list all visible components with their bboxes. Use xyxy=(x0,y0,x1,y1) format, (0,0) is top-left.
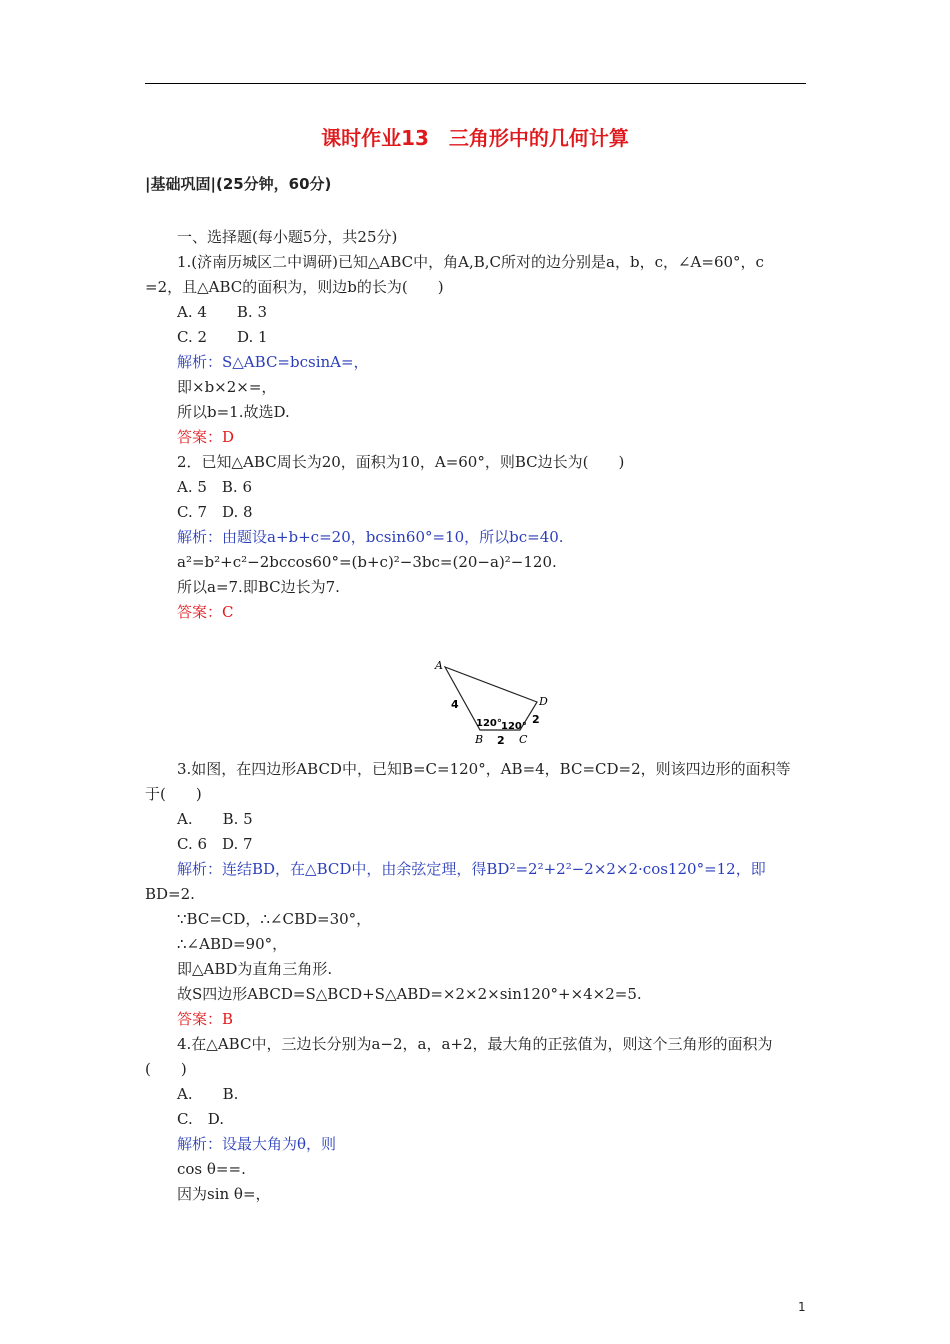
answer-line: 答案：B xyxy=(177,1010,234,1028)
text-line: 1.(济南历城区二中调研)已知△ABC中，角A,B,C所对的边分别是a，b，c，∠A=60°，c xyxy=(177,253,764,271)
text-line: 因为sin θ=， xyxy=(177,1185,271,1203)
text-line: C. D. xyxy=(177,1110,224,1128)
text-line: 即△ABD为直角三角形. xyxy=(177,960,333,978)
text-line: 解析：S△ABC=bcsinA=， xyxy=(177,353,369,371)
header-rule xyxy=(145,83,806,84)
text-line: 故S四边形ABCD=S△BCD+S△ABD=×2×2×sin120°+×4×2=5. xyxy=(177,985,642,1003)
text-line: ∵BC=CD，∴∠CBD=30°， xyxy=(177,910,372,928)
text-line: 所以a=7.即BC边长为7. xyxy=(177,578,340,596)
text-line: 2．已知△ABC周长为20，面积为10，A=60°，则BC边长为( ) xyxy=(177,453,625,471)
text-line: ∴∠ABD=90°， xyxy=(177,935,288,953)
text-line: 解析：由题设a+b+c=20，bcsin60°=10，所以bc=40. xyxy=(177,528,564,546)
text-line: 3.如图，在四边形ABCD中，已知B=C=120°，AB=4，BC=CD=2，则该四边形的面积等 xyxy=(177,760,791,778)
side-label: 4 xyxy=(451,698,459,711)
angle-label: 120° xyxy=(476,718,502,729)
text-line: A. 5 B. 6 xyxy=(177,478,253,496)
text-line: 一、选择题(每小题5分，共25分) xyxy=(177,228,398,246)
side-label: 2 xyxy=(497,734,505,747)
angle-label: 120° xyxy=(501,721,527,732)
text-line: 所以b=1.故选D. xyxy=(177,403,290,421)
text-line: 解析：设最大角为θ，则 xyxy=(177,1135,337,1153)
vertex-label: A xyxy=(435,659,443,672)
text-line: C. 6 D. 7 xyxy=(177,835,253,853)
section-heading: |基础巩固|(25分钟，60分) xyxy=(145,175,332,193)
page-title: 课时作业13 三角形中的几何计算 xyxy=(321,126,629,150)
text-line: C. 2 D. 1 xyxy=(177,328,268,346)
text-line: ( ) xyxy=(145,1060,187,1078)
vertex-label: C xyxy=(519,733,528,746)
text-line: BD=2. xyxy=(145,885,195,903)
text-line: 解析：连结BD，在△BCD中，由余弦定理，得BD²=2²+2²−2×2×2·cos120°=12，即 xyxy=(177,860,766,878)
text-line: 4.在△ABC中，三边长分别为a−2，a，a+2，最大角的正弦值为，则这个三角形的面积为 xyxy=(177,1035,773,1053)
vertex-label: B xyxy=(475,733,484,746)
vertex-label: D xyxy=(539,695,548,708)
text-line: 即×b×2×=， xyxy=(177,378,277,396)
text-line: cos θ==. xyxy=(177,1160,246,1178)
text-line: a²=b²+c²−2bccos60°=(b+c)²−3bc=(20−a)²−120. xyxy=(177,553,557,571)
text-line: =2，且△ABC的面积为，则边b的长为( ) xyxy=(145,278,444,296)
side-label: 2 xyxy=(532,713,540,726)
text-line: C. 7 D. 8 xyxy=(177,503,253,521)
page-number: 1 xyxy=(798,1300,806,1314)
quadrilateral-figure xyxy=(430,655,560,750)
text-line: 于( ) xyxy=(145,785,202,803)
answer-line: 答案：D xyxy=(177,428,235,446)
answer-line: 答案：C xyxy=(177,603,234,621)
text-line: A. B. xyxy=(177,1085,239,1103)
text-line: A. B. 5 xyxy=(177,810,253,828)
text-line: A. 4 B. 3 xyxy=(177,303,268,321)
